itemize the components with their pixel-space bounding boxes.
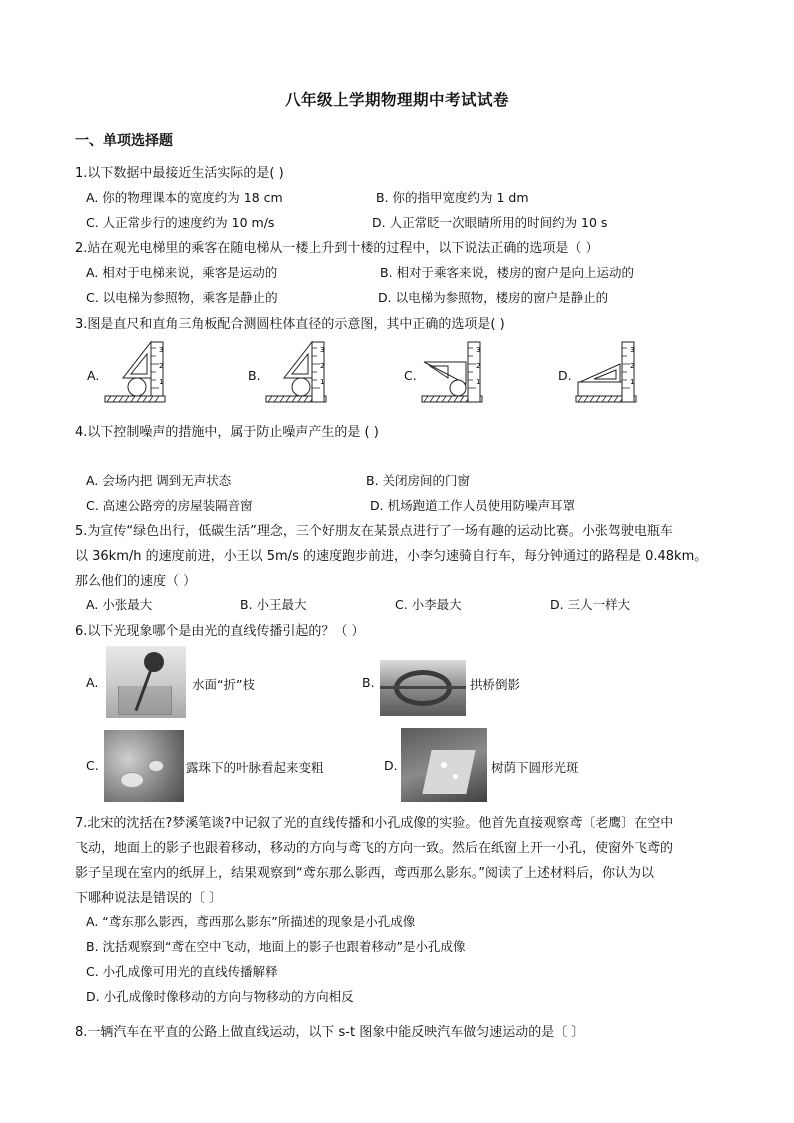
q7-option-d: D. 小孔成像时像移动的方向与物移动的方向相反 (86, 989, 354, 1004)
q4-option-d: D. 机场跑道工作人员使用防噪声耳罩 (370, 498, 576, 513)
q3c-tick-3: 3 (476, 346, 481, 354)
q7-line-3: 影子呈现在室内的纸屏上，结果观察到“鸢东那么影西，鸢西那么影东。”阅读了上述材料后，你认为以 (75, 866, 654, 881)
q3-stem: 3.图是直尺和直角三角板配合测圆柱体直径的示意图，其中正确的选项是( ) (75, 317, 505, 332)
q6-label-b: B. (362, 675, 375, 690)
q7-line-2: 飞动，地面上的影子也跟着移动，移动的方向与鸢飞的方向一致。然后在纸窗上开一小孔，使窗外飞鸢的 (75, 841, 674, 856)
q6-label-d: D. (384, 758, 398, 773)
q7-line-4: 下哪种说法是错误的〔 〕 (75, 891, 223, 906)
q2-option-a: A. 相对于电梯来说，乘客是运动的 (86, 265, 278, 280)
q6-label-a: A. (86, 675, 99, 690)
q3a-tick-3: 3 (159, 346, 164, 354)
page-title: 八年级上学期物理期中考试试卷 (284, 91, 509, 109)
q6-text-d: 树荫下圆形光斑 (491, 760, 579, 775)
q5-option-c: C. 小李最大 (395, 597, 462, 612)
q6-image-c-dew-on-leaf (104, 730, 184, 802)
q3b-tick-1: 1 (320, 378, 325, 386)
q6-image-a-branch-in-water (106, 646, 186, 718)
q3c-tick-1: 1 (476, 378, 481, 386)
q3a-tick-2: 2 (159, 362, 164, 370)
q6-text-b: 拱桥倒影 (470, 677, 521, 692)
q1-option-c: C. 人正常步行的速度约为 10 m/s (86, 215, 275, 230)
q5-option-d: D. 三人一样大 (550, 597, 631, 612)
q3-label-d: D. (558, 368, 572, 383)
q6-image-d-light-spots-under-tree (401, 728, 487, 802)
q4-option-a: A. 会场内把 调到无声状态 (86, 473, 232, 488)
q6-label-c: C. (86, 758, 99, 773)
q3b-tick-3: 3 (320, 346, 325, 354)
q1-stem: 1.以下数据中最接近生活实际的是( ) (75, 166, 284, 181)
q6-text-a: 水面“折”枝 (192, 677, 255, 692)
q8-stem: 8.一辆汽车在平直的公路上做直线运动，以下 s-t 图象中能反映汽车做匀速运动的是〔 〕 (75, 1025, 585, 1040)
q3-label-b: B. (248, 368, 261, 383)
q7-line-1: 7.北宋的沈括在?梦溪笔谈?中记叙了光的直线传播和小孔成像的实验。他首先直接观察鸢〔老鹰〕在空中 (75, 816, 674, 831)
q3c-tick-2: 2 (476, 362, 481, 370)
q3d-tick-1: 1 (630, 378, 635, 386)
q4-option-c: C. 高速公路旁的房屋装隔音窗 (86, 498, 253, 513)
q4-option-b: B. 关闭房间的门窗 (366, 473, 471, 488)
q7-option-b: B. 沈括观察到“鸢在空中飞动，地面上的影子也跟着移动”是小孔成像 (86, 939, 466, 954)
q3d-tick-3: 3 (630, 346, 635, 354)
q3-figure-d (574, 338, 646, 410)
q6-image-b-bridge-reflection (380, 660, 466, 716)
q5-line-1: 5.为宣传“绿色出行，低碳生活”理念，三个好朋友在某景点进行了一场有趣的运动比赛。小张驾驶电瓶车 (75, 524, 673, 539)
q2-stem: 2.站在观光电梯里的乘客在随电梯从一楼上升到十楼的过程中，以下说法正确的选项是（ ） (75, 241, 599, 256)
q3-label-c: C. (404, 368, 417, 383)
section-heading: 一、单项选择题 (75, 133, 173, 149)
q3d-tick-2: 2 (630, 362, 635, 370)
q5-option-b: B. 小王最大 (240, 597, 307, 612)
q2-option-d: D. 以电梯为参照物，楼房的窗户是静止的 (378, 290, 609, 305)
q1-option-b: B. 你的指甲宽度约为 1 dm (376, 190, 529, 205)
q3-figure-a (103, 338, 175, 410)
q6-stem: 6.以下光现象哪个是由光的直线传播引起的？（ ） (75, 624, 365, 639)
q2-option-c: C. 以电梯为参照物，乘客是静止的 (86, 290, 278, 305)
q6-text-c: 露珠下的叶脉看起来变粗 (186, 760, 324, 775)
q5-line-3: 那么他们的速度（ ） (75, 574, 197, 589)
q7-option-c: C. 小孔成像可用光的直线传播解释 (86, 964, 278, 979)
q3-figure-c (420, 338, 492, 410)
q5-line-2: 以 36km/h 的速度前进，小王以 5m/s 的速度跑步前进，小李匀速骑自行车，每分钟通过的路程是 0.48km。 (75, 549, 708, 564)
q3-figure-b (264, 338, 336, 410)
q3b-tick-2: 2 (320, 362, 325, 370)
q2-option-b: B. 相对于乘客来说，楼房的窗户是向上运动的 (380, 265, 635, 280)
q3-label-a: A. (87, 368, 100, 383)
q1-option-d: D. 人正常眨一次眼睛所用的时间约为 10 s (372, 215, 608, 230)
q7-option-a: A. “鸢东那么影西，鸢西那么影东”所描述的现象是小孔成像 (86, 914, 416, 929)
q1-option-a: A. 你的物理课本的宽度约为 18 cm (86, 190, 283, 205)
q3a-tick-1: 1 (159, 378, 164, 386)
q5-option-a: A. 小张最大 (86, 597, 153, 612)
q4-stem: 4.以下控制噪声的措施中，属于防止噪声产生的是 ( ) (75, 425, 379, 440)
